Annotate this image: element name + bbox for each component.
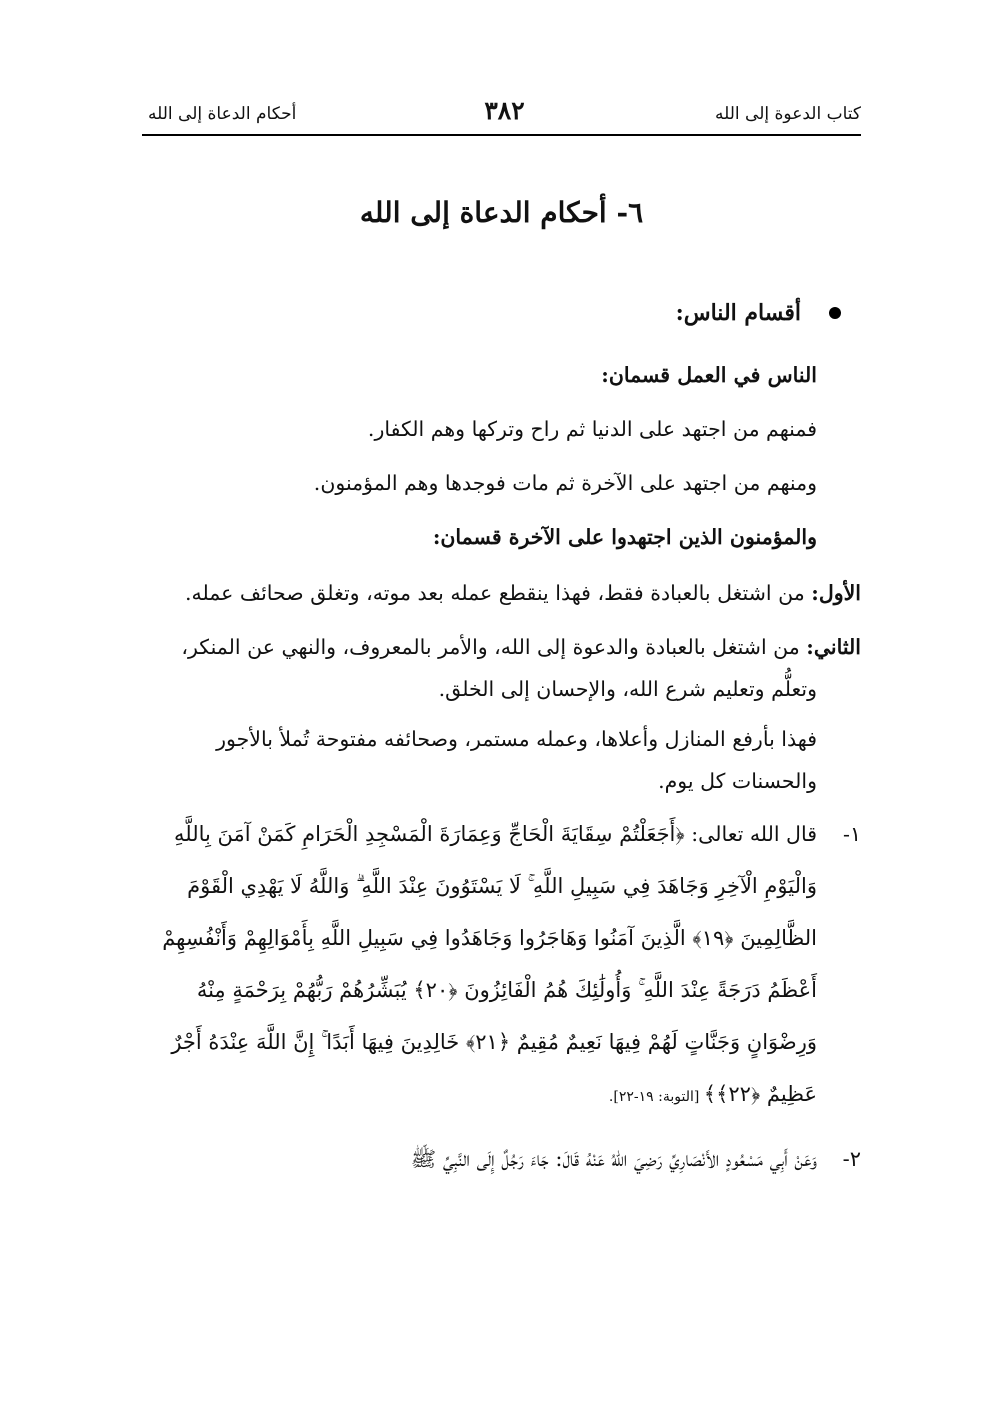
hadith-text: وَعَنْ أَبِي مَسْعُودٍ الأَنْصَارِيِّ رَضِيَ اللهُ عَنْهُ قَالَ: جَاءَ رَجُلٌ إِلَى النَّبِيِّ ﷺ [410, 1147, 817, 1171]
evidence-1-intro: قال الله تعالى: [684, 822, 817, 846]
first-text: من اشتغل بالعبادة فقط، فهذا ينقطع عمله بعد موته، وتغلق صحائف عمله. [184, 581, 812, 605]
paragraph-result: فهذا بأرفع المنازل وأعلاها، وعمله مستمر، وصحائفه مفتوحة تُملأ بالأجور والحسنات كل يوم. [216, 727, 817, 793]
evidence-item-1 [148, 808, 861, 1123]
first-label: الأول: [811, 581, 861, 605]
page-number: ٣٨٢ [484, 96, 525, 125]
evidence-1-number: ١- [843, 822, 861, 846]
second-label: الثاني: [806, 635, 861, 659]
quran-verse: ﴿أَجَعَلْتُمْ سِقَايَةَ الْحَاجِّ وَعِمَارَةَ الْمَسْجِدِ الْحَرَامِ كَمَنْ آمَنَ بِاللَّهِ وَالْيَوْمِ الْآخِرِ وَجَاهَدَ فِي سَبِيلِ اللَّهِ ۚ لَا يَسْتَوُونَ عِنْدَ اللَّهِ ۗ وَاللَّهُ لَا يَهْدِي الْقَوْمَ الظَّالِمِينَ ﴿١٩﴾ الَّذِينَ آمَنُوا وَهَاجَرُوا وَجَاهَدُوا فِي سَبِيلِ اللَّهِ بِأَمْوَالِهِمْ وَأَنْفُسِهِمْ أَعْظَمُ دَرَجَةً عِنْدَ اللَّهِ ۚ وَأُولَٰئِكَ هُمُ الْفَائِزُونَ ﴿٢٠﴾ يُبَشِّرُهُمْ رَبُّهُمْ بِرَحْمَةٍ مِنْهُ وَرِضْوَانٍ وَجَنَّاتٍ لَهُمْ فِيهَا نَعِيمٌ مُقِيمٌ ﴿٢١﴾ خَالِدِينَ فِيهَا أَبَدًا ۚ إِنَّ اللَّهَ عِنْدَهُ أَجْرٌ عَظِيمٌ ﴿٢٢﴾﴾ [162, 822, 817, 1106]
paragraph-believers: ومنهم من اجتهد على الآخرة ثم مات فوجدها وهم المؤمنون. [313, 471, 817, 495]
subheading-people-types: الناس في العمل قسمان: [601, 363, 817, 387]
verse-reference: [التوبة: ١٩-٢٢]. [608, 1089, 704, 1105]
subheading-believers-types: والمؤمنون الذين اجتهدوا على الآخرة قسمان: [432, 525, 817, 549]
page-body [148, 300, 861, 1181]
header-rule [142, 134, 861, 136]
header-book-title: كتاب الدعوة إلى الله [715, 104, 861, 124]
chapter-title: ٦- أحكام الدعاة إلى الله [359, 196, 644, 229]
evidence-2-number: ٢- [842, 1147, 861, 1171]
second-text: من اشتغل بالعبادة والدعوة إلى الله، والأمر بالمعروف، والنهي عن المنكر، وتعلُّم وتعليم شرع الله، والإحسان إلى الخلق. [181, 635, 817, 701]
evidence-1-body [148, 808, 817, 1123]
paragraph-second-type [148, 626, 861, 710]
running-header [148, 96, 861, 136]
bullet-icon [829, 307, 841, 319]
evidence-item-2 [148, 1137, 861, 1181]
bullet-heading [148, 300, 861, 326]
header-chapter-title: أحكام الدعاة إلى الله [148, 104, 297, 124]
bullet-heading-text: أقسام الناس: [675, 300, 801, 326]
paragraph-disbelievers: فمنهم من اجتهد على الدنيا ثم راح وتركها وهم الكفار. [367, 417, 817, 441]
paragraph-first-type [148, 572, 861, 614]
